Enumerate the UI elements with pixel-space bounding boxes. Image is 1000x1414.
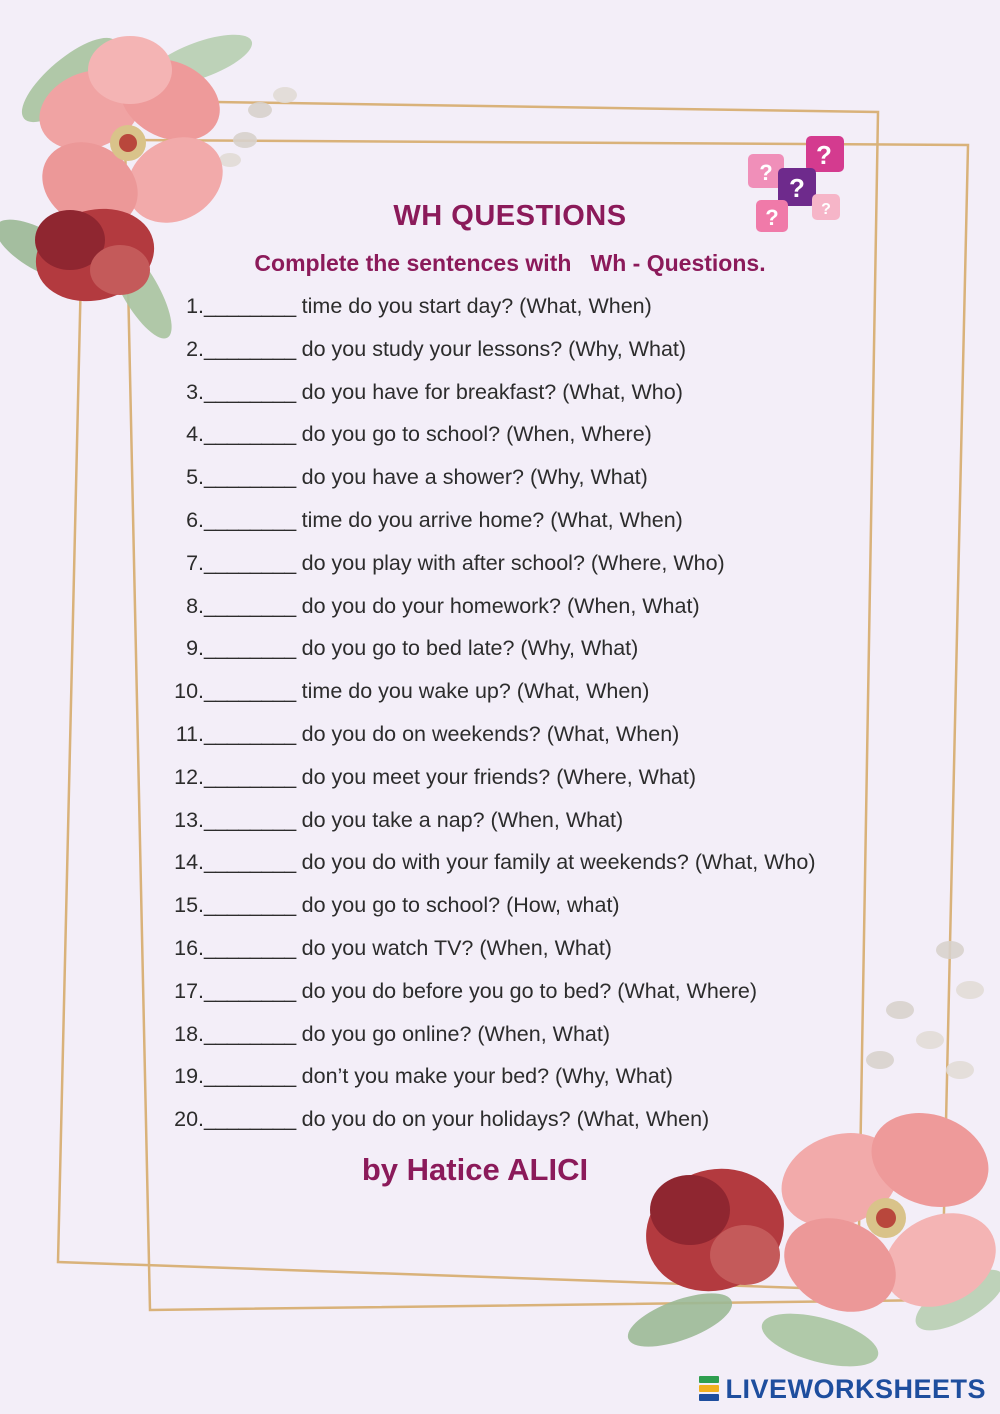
question-item xyxy=(160,756,920,799)
question-item xyxy=(160,1055,920,1098)
question-text: do you go to bed late? (Why, What) xyxy=(301,636,639,661)
question-number: 10. xyxy=(174,679,204,704)
question-item xyxy=(160,413,920,456)
answer-blank[interactable]: ________ xyxy=(204,1107,296,1132)
question-text: do you have for breakfast? (What, Who) xyxy=(301,379,683,404)
answer-blank[interactable]: ________ xyxy=(204,893,296,918)
answer-blank[interactable]: ________ xyxy=(204,978,296,1003)
answer-blank[interactable]: ________ xyxy=(204,1064,296,1089)
answer-blank[interactable]: ________ xyxy=(204,850,296,875)
question-item xyxy=(160,970,920,1013)
answer-blank[interactable]: ________ xyxy=(204,935,296,960)
question-number: 13. xyxy=(174,807,204,832)
question-item xyxy=(160,328,920,371)
question-number: 16. xyxy=(174,935,204,960)
question-item xyxy=(160,499,920,542)
question-text: time do you arrive home? (What, When) xyxy=(301,507,683,532)
answer-blank[interactable]: ________ xyxy=(204,721,296,746)
question-text: time do you start day? (What, When) xyxy=(301,294,652,318)
question-text: do you study your lessons? (Why, What) xyxy=(301,336,687,361)
question-number: 5. xyxy=(186,465,204,490)
question-mark-glyph: ? xyxy=(765,205,779,230)
answer-blank[interactable]: ________ xyxy=(204,336,296,361)
question-number: 14. xyxy=(174,850,204,875)
question-number: 2. xyxy=(186,336,204,361)
question-item xyxy=(160,456,920,499)
question-text: don’t you make your bed? (Why, What) xyxy=(301,1064,673,1089)
question-text: do you go to school? (How, what) xyxy=(301,893,620,918)
answer-blank[interactable]: ________ xyxy=(204,679,296,704)
question-number: 18. xyxy=(174,1021,204,1046)
question-item xyxy=(160,884,920,927)
question-text: do you play with after school? (Where, Who) xyxy=(301,550,725,575)
question-item xyxy=(160,1098,920,1141)
question-text: do you go to school? (When, Where) xyxy=(301,422,652,447)
answer-blank[interactable]: ________ xyxy=(204,379,296,404)
question-text: do you watch TV? (When, What) xyxy=(301,935,612,960)
question-item xyxy=(160,285,920,328)
question-number: 4. xyxy=(186,422,204,447)
question-text: do you do on weekends? (What, When) xyxy=(301,721,680,746)
question-number: 1. xyxy=(186,294,204,318)
question-item xyxy=(160,841,920,884)
liveworksheets-icon xyxy=(699,1376,719,1402)
question-number: 6. xyxy=(186,507,204,532)
question-number: 17. xyxy=(174,978,204,1003)
question-number: 20. xyxy=(174,1107,204,1132)
answer-blank[interactable]: ________ xyxy=(204,764,296,789)
question-text: do you have a shower? (Why, What) xyxy=(301,465,648,490)
question-item xyxy=(160,713,920,756)
worksheet-instruction: Complete the sentences with Wh - Questions. xyxy=(254,250,766,276)
question-text: do you go online? (When, What) xyxy=(301,1021,611,1046)
question-mark-glyph: ? xyxy=(759,160,773,185)
question-number: 3. xyxy=(186,379,204,404)
answer-blank[interactable]: ________ xyxy=(204,1021,296,1046)
answer-blank[interactable]: ________ xyxy=(204,593,296,618)
question-number: 7. xyxy=(186,550,204,575)
author-credit: by Hatice ALICI xyxy=(361,1152,589,1187)
question-text: do you do your homework? (When, What) xyxy=(301,593,700,618)
question-text: do you do before you go to bed? (What, Where) xyxy=(301,978,758,1003)
question-text: do you do on your holidays? (What, When) xyxy=(301,1107,710,1132)
answer-blank[interactable]: ________ xyxy=(204,550,296,575)
question-item xyxy=(160,585,920,628)
question-item xyxy=(160,799,920,842)
question-item xyxy=(160,371,920,414)
question-item xyxy=(160,927,920,970)
question-number: 11. xyxy=(175,721,204,746)
question-number: 15. xyxy=(174,893,204,918)
question-number: 8. xyxy=(186,593,204,618)
question-text: do you meet your friends? (Where, What) xyxy=(301,764,696,789)
question-text: time do you wake up? (What, When) xyxy=(301,679,650,704)
question-item xyxy=(160,627,920,670)
question-item xyxy=(160,670,920,713)
question-text: do you take a nap? (When, What) xyxy=(301,807,624,832)
question-number: 19. xyxy=(174,1064,204,1089)
question-mark-glyph: ? xyxy=(789,173,805,203)
answer-blank[interactable]: ________ xyxy=(204,807,296,832)
worksheet-title: WH QUESTIONS xyxy=(393,200,627,232)
brand-name: LIVEWORKSHEETS xyxy=(725,1373,986,1404)
question-number: 9. xyxy=(186,636,204,661)
answer-blank[interactable]: ________ xyxy=(204,507,296,532)
answer-blank[interactable]: ________ xyxy=(204,636,296,661)
answer-blank[interactable]: ________ xyxy=(204,422,296,447)
liveworksheets-logo[interactable] xyxy=(699,1372,986,1406)
question-mark-glyph: ? xyxy=(821,201,831,218)
question-mark-glyph: ? xyxy=(816,140,832,170)
question-item xyxy=(160,542,920,585)
question-list xyxy=(160,285,920,1141)
question-text: do you do with your family at weekends? (What, Who) xyxy=(301,850,816,875)
question-number: 12. xyxy=(174,764,204,789)
answer-blank[interactable]: ________ xyxy=(204,465,296,490)
answer-blank[interactable]: ________ xyxy=(204,294,296,318)
question-item xyxy=(160,1013,920,1056)
